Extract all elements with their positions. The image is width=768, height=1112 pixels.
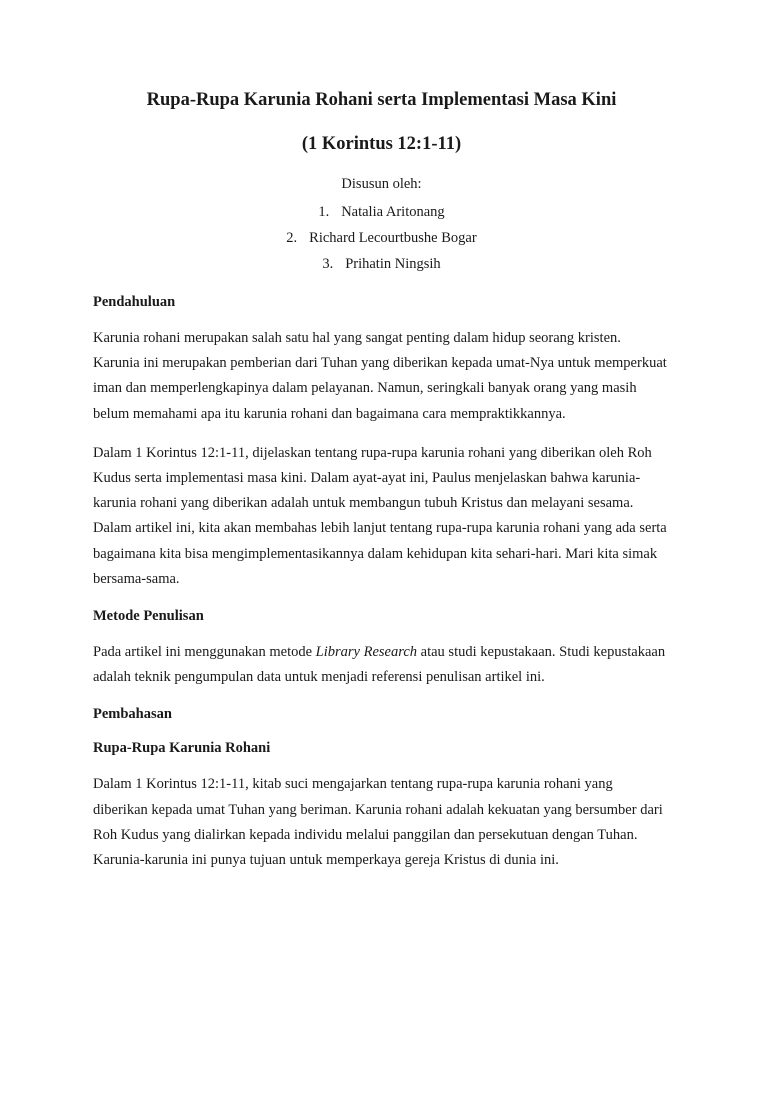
- author-name: Prihatin Ningsih: [345, 256, 441, 272]
- paragraph-metode-text-a: Pada artikel ini menggunakan metode: [93, 644, 316, 661]
- author-number: 3.: [322, 256, 334, 272]
- document-page: [0, 88, 768, 1112]
- author-item: [93, 254, 670, 274]
- document-subtitle: (1 Korintus 12:1-11): [301, 134, 462, 154]
- section-heading-metode: Metode Penulisan: [93, 608, 204, 625]
- paragraph-pendahuluan-2: Dalam 1 Korintus 12:1-11, dijelaskan tentang rupa-rupa karunia rohani yang diberikan oleh Roh Kudus serta implementasi masa kini. Dalam ayat-ayat ini, Paulus menjelaskan bahwa karunia-karunia rohani yang diberikan adalah untuk membangun tubuh Kristus dan melayani sesama. Dalam artikel ini, kita akan membahas lebih lanjut tentang rupa-rupa karunia rohani yang ada serta bagaimana kita bisa mengimplementasikannya dalam kehidupan kita sehari-hari. Mari kita simak bersama-sama.: [93, 444, 667, 587]
- author-name: Richard Lecourtbushe Bogar: [309, 230, 477, 246]
- author-item: [93, 202, 670, 222]
- paragraph-pembahasan-1: Dalam 1 Korintus 12:1-11, kitab suci mengajarkan tentang rupa-rupa karunia rohani yang diberikan kepada umat Tuhan yang beriman. Karunia rohani adalah kekuatan yang bersumber dari Roh Kudus yang dialirkan kepada individu melalui panggilan dan persekutuan dengan Tuhan. Karunia-karunia ini punya tujuan untuk memperkaya gereja Kristus di dunia ini.: [93, 776, 663, 869]
- paragraph-metode-italic: Library Research: [315, 644, 418, 661]
- paragraph-pendahuluan-1: Karunia rohani merupakan salah satu hal yang sangat penting dalam hidup seorang kristen. Karunia ini merupakan pemberian dari Tuhan yang diberikan kepada umat-Nya untuk memperkuat iman dan memperlengkapinya dalam pelayanan. Namun, seringkali banyak orang yang masih belum memahami apa itu karunia rohani dan bagaimana cara mempraktikkannya.: [93, 330, 667, 422]
- author-number: 1.: [318, 204, 330, 220]
- author-name: Natalia Aritonang: [341, 204, 445, 220]
- subsection-heading-rupa-rupa: Rupa-Rupa Karunia Rohani: [93, 740, 271, 757]
- section-heading-pembahasan: Pembahasan: [93, 706, 172, 723]
- author-number: 2.: [286, 230, 298, 246]
- author-item: [93, 228, 670, 248]
- paragraph-metode-1: [93, 640, 670, 690]
- section-heading-pendahuluan: Pendahuluan: [93, 294, 176, 310]
- paragraph-metode-text-b: atau studi kepustakaan. Studi kepustakaan adalah teknik pengumpulan data untuk menjadi referensi penulisan artikel ini.: [93, 644, 666, 686]
- author-list: [93, 202, 670, 274]
- document-title: Rupa-Rupa Karunia Rohani serta Implementasi Masa Kini: [146, 90, 617, 110]
- byline: Disusun oleh:: [341, 176, 422, 192]
